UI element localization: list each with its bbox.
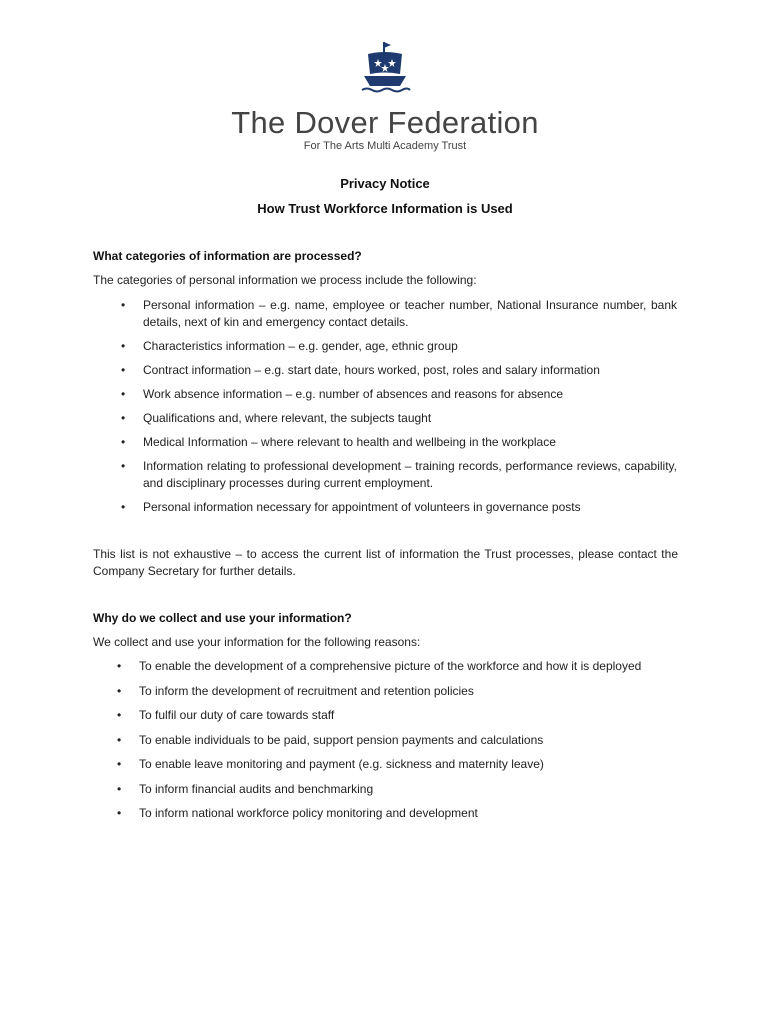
section1-heading: What categories of information are processed? [93, 249, 362, 263]
list-item: • Information relating to professional development – training records, performance reviews, capability, and disciplinary processes during current employment. [121, 459, 677, 490]
bullet-icon: • [121, 411, 126, 425]
bullet-icon: • [117, 659, 122, 673]
section1-note: This list is not exhaustive – to access the current list of information the Trust processes, please contact the Company Secretary for further details. [93, 547, 678, 578]
list-item: • Characteristics information – e.g. gender, age, ethnic group [121, 339, 458, 353]
ship-icon [358, 40, 412, 96]
bullet-icon: • [117, 757, 122, 771]
list-item: • To enable individuals to be paid, support pension payments and calculations [117, 732, 544, 747]
org-name: The Dover Federation [231, 105, 539, 140]
document-title: Privacy Notice [340, 176, 430, 191]
list-item: • To inform the development of recruitment and retention policies [117, 683, 474, 698]
bullet-icon: • [121, 298, 126, 312]
list-item: • To enable leave monitoring and payment (e.g. sickness and maternity leave) [117, 757, 544, 771]
section1-list [121, 297, 677, 523]
list-item: • To inform financial audits and benchmarking [117, 781, 374, 796]
section1-intro: The categories of personal information we process include the following: [93, 273, 477, 287]
bullet-icon: • [117, 708, 122, 722]
org-logo [0, 40, 770, 153]
bullet-icon: • [121, 363, 126, 377]
document-subtitle: How Trust Workforce Information is Used [257, 201, 513, 216]
list-item: • Work absence information – e.g. number of absences and reasons for absence [121, 387, 564, 401]
bullet-icon: • [121, 435, 126, 449]
section2-heading: Why do we collect and use your information? [93, 611, 352, 625]
bullet-icon: • [117, 781, 122, 796]
section2-list [117, 658, 699, 830]
bullet-icon: • [121, 500, 126, 514]
section2-intro: We collect and use your information for the following reasons: [93, 635, 421, 649]
bullet-icon: • [117, 683, 122, 698]
list-item: • Personal information – e.g. name, employee or teacher number, National Insurance number, bank details, next of kin and emergency contact details. [121, 298, 677, 329]
list-item: • Contract information – e.g. start date, hours worked, post, roles and salary information [121, 363, 600, 377]
bullet-icon: • [121, 387, 126, 401]
list-item: • Personal information necessary for appointment of volunteers in governance posts [121, 500, 581, 514]
bullet-icon: • [117, 806, 122, 820]
list-item: • To fulfil our duty of care towards staff [117, 708, 335, 722]
list-item: • Medical Information – where relevant to health and wellbeing in the workplace [121, 435, 556, 449]
list-item: • Qualifications and, where relevant, the subjects taught [121, 411, 432, 425]
list-item: • To enable the development of a comprehensive picture of the workforce and how it is deployed [117, 659, 642, 673]
bullet-icon: • [117, 732, 122, 747]
list-item: • To inform national workforce policy monitoring and development [117, 806, 478, 820]
bullet-icon: • [121, 459, 126, 473]
bullet-icon: • [121, 339, 126, 353]
org-subtitle: For The Arts Multi Academy Trust [303, 140, 467, 152]
